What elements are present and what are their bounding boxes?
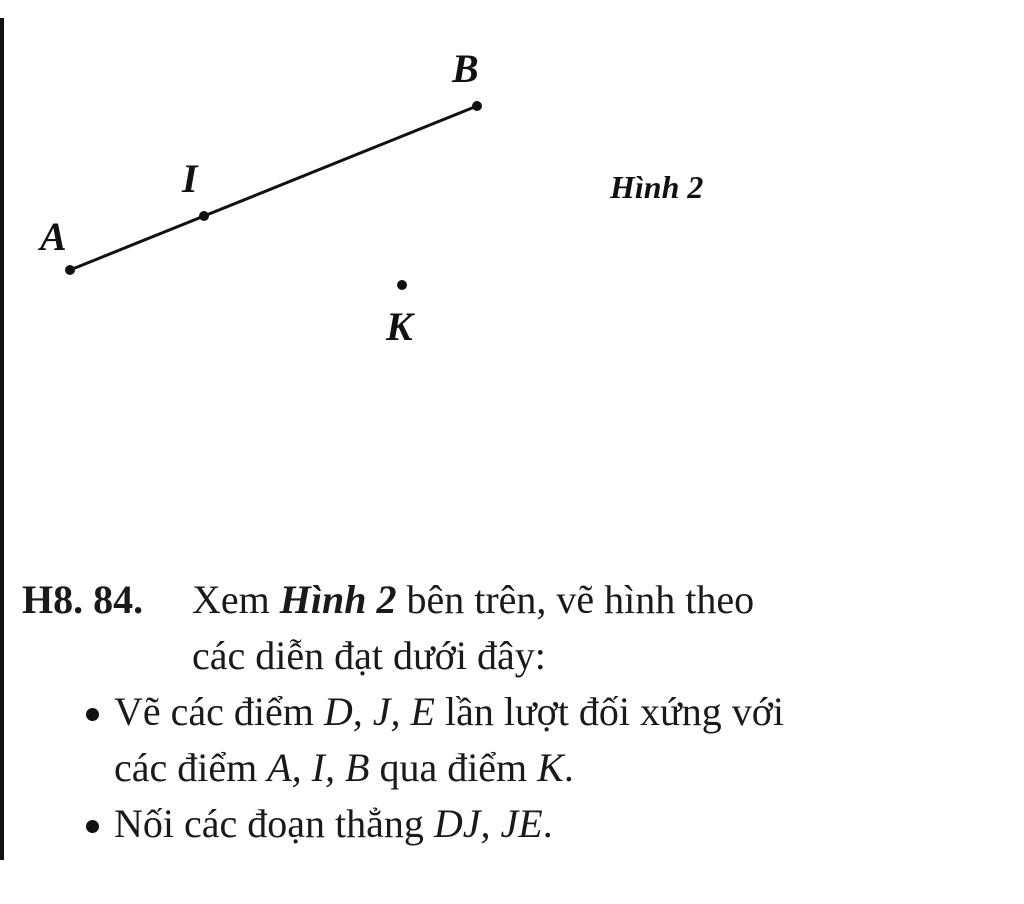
bullet-dot-icon — [86, 820, 99, 833]
intro-text-1: Xem — [192, 577, 280, 622]
intro-text-2: bên trên, vẽ hình theo — [396, 577, 755, 622]
point-b-label: B — [452, 46, 479, 91]
point-i-dot — [199, 211, 209, 221]
b2-points: DJ, JE — [433, 801, 543, 846]
intro-figure-ref: Hình 2 — [279, 577, 397, 622]
exercise-block — [22, 572, 962, 852]
exercise-number: H8. 84. — [22, 577, 144, 622]
segment-ab — [70, 106, 477, 270]
b2-text-1: Nối các đoạn thẳng — [114, 801, 434, 846]
bullet-dot-icon — [86, 708, 99, 721]
bullet-item-1-line-1 — [22, 684, 962, 740]
b1-text-2: lần lượt đối xứng với — [434, 689, 784, 734]
b1-point-k: K — [537, 745, 564, 790]
b1-text-4: qua điểm — [369, 745, 538, 790]
bullet-item-2-line-1 — [22, 796, 962, 852]
figure-caption: Hình 2 — [610, 169, 704, 205]
point-k-dot — [397, 280, 407, 290]
exercise-intro-line-1 — [22, 572, 962, 628]
point-a-dot — [65, 265, 75, 275]
intro-text-3: các diễn đạt dưới đây: — [192, 633, 546, 678]
point-i-label: I — [182, 156, 198, 201]
exercise-intro-line-2 — [22, 628, 962, 684]
point-k-label: K — [386, 304, 413, 349]
b1-points-2: A, I, B — [267, 745, 370, 790]
b1-text-3: các điểm — [114, 745, 268, 790]
point-a-label: A — [40, 214, 67, 259]
b1-text-1: Vẽ các điểm — [114, 689, 324, 734]
b1-points-1: D, J, E — [323, 689, 435, 734]
bullet-item-1-line-2 — [22, 740, 962, 796]
point-b-dot — [472, 101, 482, 111]
b1-text-end: . — [563, 745, 574, 790]
b2-text-end: . — [542, 801, 553, 846]
